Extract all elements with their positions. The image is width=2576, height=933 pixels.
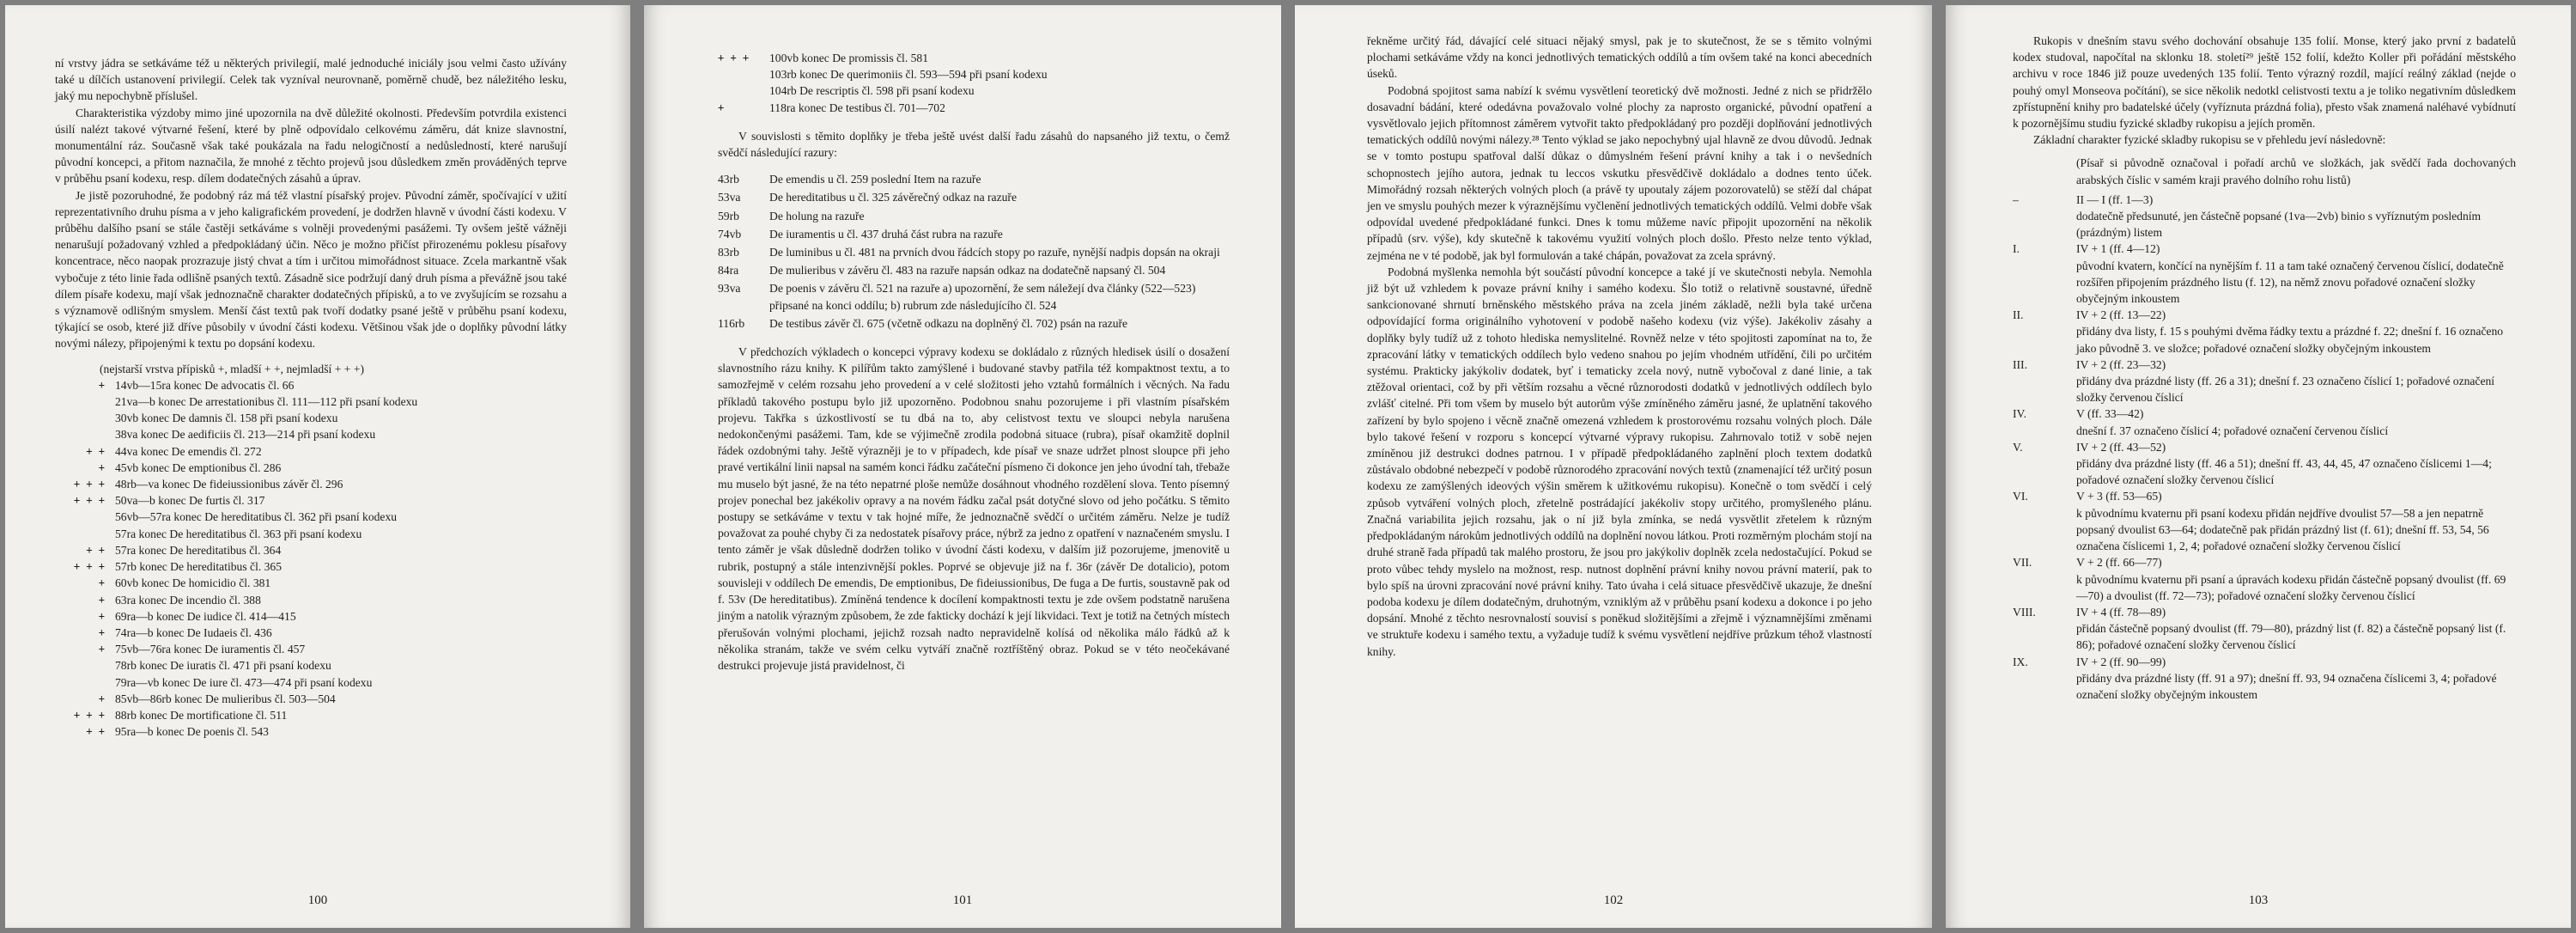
layer-mark: + — [98, 460, 105, 473]
erasure-entry — [718, 189, 1230, 205]
layer-mark: + + + — [73, 708, 105, 721]
list-item — [718, 66, 1230, 82]
folio-code: 84ra — [718, 264, 739, 277]
entry-text: De iuramentis u čl. 437 druhá část rubra na razuře — [769, 227, 1003, 241]
entry-text: De holung na razuře — [769, 209, 865, 223]
erasure-entry — [718, 171, 1230, 187]
list-text: 74ra—b konec De Iudaeis čl. 436 — [115, 625, 272, 639]
quire-description: přidán částečně popsaný dvoulist (ff. 79—80), prázdný list (f. 82) a částečně popsaný list (f. 86); pořadové označení složky červenou číslicí — [2076, 622, 2506, 652]
list-text: 88rb konec De mortificatione čl. 511 — [115, 708, 288, 722]
paragraph: Rukopis v dnešním stavu svého dochování obsahuje 135 folií. Monse, který jako první z badatelů kodex studoval, napočítal na sklonku 18. století²⁹ ještě 152 folií, kdežto Koller při pořádání městského archivu v roce 1846 již pouze uvedených 135 folií. Tento výrazný rozdíl, mající reálný základ (nejde o pouhý omyl Monseova počítání), se sice několik nedotkl celistvosti textu a je toliko negativním důsledkem zpřístupnění knihy pro badatelské účely (vyříznuta prázdná folia), přesto však znamená naléhavé vybídnutí k pozornějšímu studiu fyzické skladby rukopisu a jejích proměn. — [2013, 34, 2516, 131]
quire-note: (Písař si původně označoval i pořadí archů ve složkách, jak svědčí řada dochovaných arabských číslic v samém kraji pravého dolního rohu listů) — [2076, 156, 2516, 186]
page-100 — [5, 5, 630, 928]
list-item — [55, 558, 567, 575]
list-text: 104rb De rescriptis čl. 598 při psaní kodexu — [769, 84, 975, 98]
list-item — [55, 443, 567, 460]
folio-code: 59rb — [718, 209, 739, 223]
list-text: 38va konec De aedificiis čl. 213—214 při psaní kodexu — [115, 428, 376, 442]
layer-mark: + + — [86, 444, 105, 457]
quire-number: VIII. — [2013, 605, 2036, 619]
list-text: 57rb konec De hereditatibus čl. 365 — [115, 560, 283, 574]
list-item — [55, 691, 567, 707]
layer-mark — [55, 526, 115, 542]
list-item — [55, 410, 567, 426]
paragraph: řekněme určitý řád, dávající celé situaci nějaký smysl, pak je to skutečnost, že se s těmito volnými plochami setkáváme vždy na konci jednotlivých tematických oddílů a tím ovšem také na konci abecedních úseků. — [1367, 34, 1872, 81]
layer-mark — [55, 426, 115, 442]
quire-number: VII. — [2013, 556, 2032, 570]
quire-description: přidány dva prázdné listy (ff. 91 a 97); dnešní ff. 93, 94 označena číslicemi 3, 4; pořadové označení složky obyčejným inkoustem — [2076, 671, 2497, 701]
quire-number: V. — [2013, 440, 2023, 454]
list-text: 69ra—b konec De iudice čl. 414—415 — [115, 609, 296, 623]
list-item — [55, 575, 567, 591]
quire-description: dnešní f. 37 označeno číslicí 4; pořadové označení červenou číslicí — [2076, 424, 2389, 437]
list-item — [55, 476, 567, 492]
folio-code: 116rb — [718, 316, 745, 330]
erasure-entry — [718, 262, 1230, 278]
list-item — [718, 82, 1230, 99]
paragraph: V předchozích výkladech o koncepci výpravy kodexu se dokládalo z různých hledisek úsilí o dosažení slavnostního rázu knihy. K pilířům takto zamýšlené i budované stavby patřila též kompaktnost textu, a to samozřejmě v celém rozsahu jeho provedení a v celé složitosti jeho vztahů formálních i věcných. Na řadu příkladů takového postupu bylo již upozorněno. Podobnou snahu pozorujeme i při vlastním písařském projevu. Takřka s úzkostlivostí se tu dbá na to, aby celistvost textu ve sloupci nebyla narušena nedokončenými pasážemi. Tam, kde se výjimečně zrodila podobná situace (rubra), písař okamžitě doplnil řádek ozdobnými tahy. Ještě výrazněji je to v případech, kde písař ve snaze udržet plnost sloupce při jeho pravé vertikální linii napsal na samém konci řádku začáteční písmeno či dokonce jen jeho úvodní tah, třebaže mu muselo být jasné, že na této nepatrné ploše nemůže dosáhnout vhodného rozdělení slova. Tento písemný projev ponechal bez jakékoliv opravy a na novém řádku začal psát dotyčné slovo od jeho počátku. S těmito postupy se setkáváme v textu v tak hojné míře, že jednoznačně svědčí o určitém záměru. Nelze je tudíž považovat za pouhé chyby či za nedostatek písařovy práce, nýbrž za jedno z opatření v naznačeném smyslu. I tento záměr je však důsledně dodržen toliko v úvodní části kodexu, v dalším již pozorujeme, jmenovitě u rubrik, postupný a stále intenzivnější pokles. Poprvé se objevuje již na f. 36r (závěr De dotalicio), potom souvisleji v oddílech De emendis, De emptionibus, De fideiussionibus, De fuga a De furtis, soustavně pak od f. 53v (De hereditatibus). Zmíněná tendence k docílení kompaktnosti textu je zde ovšem podstatně narušena jiným a natolik výrazným způsobem, že zde fakticky dochází k její likvidaci. Text je totiž na četných místech přerušován volnými plochami, jejichž rozsah nadto nepravidelně kolísá od několika málo řádků až k několika stranám, takže ve svém celku vytváří značně roztříštěný obraz. Pokud se v této neočekávané destrukci projevuje jistá pravidelnost, či — [718, 345, 1230, 672]
entry-text: De testibus závěr čl. 675 (včetně odkazu na doplněný čl. 702) psán na razuře — [769, 316, 1128, 330]
paragraph: V souvislosti s těmito doplňky je třeba ještě uvést další řadu zásahů do napsaného již textu, o čemž svědčí následující razury: — [718, 129, 1230, 160]
list-text: 44va konec De emendis čl. 272 — [115, 444, 262, 458]
layer-mark — [55, 410, 115, 426]
list-text: 56vb—57ra konec De hereditatibus čl. 362 při psaní kodexu — [115, 510, 398, 524]
quire-number: III. — [2013, 357, 2027, 371]
layer-mark: + — [98, 625, 105, 638]
list-text: 45vb konec De emptionibus čl. 286 — [115, 460, 282, 474]
quire-description: k původnímu kvaternu při psaní kodexu přidán nejdříve dvoulist 57—58 a jen nepatrně popsaný dvoulist 63—64; dodatečně pak přidán prázdný list (f. 61); dnešní ff. 53, 54, 56 označena číslicemi 1, 2, 4; pořadové označení složky červenou číslicí — [2076, 506, 2489, 553]
list-item — [55, 723, 567, 740]
paragraph: Podobná spojitost sama nabízí k svému vysvětlení teoretický dvě možnosti. Jedné z nich se přidržělo dosavadní bádání, které odedávna považovalo volné plochy za naprosto organické, původní opatření a vysvětlovalo jejich přítomnost záměrem vytvořit takto předpokládaný pro později doplňování jednotlivých tematických oddílů novými nálezy.²⁸ Tento výklad se jako nepochybný ujal hlavně ze dvou důvodů. Jednak se v tomto postupu spatřoval další důkaz o důmyslném řešení právní knihy a tak i o nevšedních schopnostech jejího autora, jednak tu leccos vskutku přesvědčivě dokládalo a dodnes tento úček. Mimořádný rozsah některých volných ploch (a právě ty upoutaly zájem pozorovatelů) se stěží dal chápat jen ve smyslu pouhých mezer k výraznějšímu vyčlenění jednotlivých tematických oddílů. Velmi dobře však odpovídal uvedené předpokládané funkci. Dnes k tomu můžeme navíc připojit upozornění na několik případů (srv. výše), kdy skutečně k takovému využití volných ploch došlo. Přesto nelze tento výklad, zejména ne v té podobě, jak byl formulován a také chápán, považovat za zcela správný. — [1367, 83, 1872, 262]
quire-description: přidány dva listy, f. 15 s pouhými dvěma řádky textu a prázdné f. 22; dnešní f. 16 označeno jako původně 3. ve složce; pořadové označení složky obyčejným inkoustem — [2076, 325, 2504, 355]
layer-mark: + — [98, 378, 105, 391]
list-item — [55, 492, 567, 509]
page-number: 103 — [2248, 893, 2269, 907]
quire-description: přidány dva prázdné listy (ff. 26 a 31); dnešní f. 23 označeno číslicí 1; pořadové označení složky červenou číslicí — [2076, 375, 2495, 405]
list-item — [55, 526, 567, 542]
quire-description: původní kvatern, končící na nynějším f. 11 a tam také označený červenou číslicí, dodatečně rozšířen připojením prázdného listu (f. 12), na němž znovu pořadové označení složky obyčejným inkoustem — [2076, 259, 2504, 306]
list-item — [55, 460, 567, 476]
erasure-entry — [718, 315, 1230, 332]
quire-entry — [2013, 406, 2516, 438]
layer-mark: + + + — [73, 494, 105, 507]
quire-description: dodatečně předsunuté, jen částečně popsané (1va—2vb) binio s vyříznutým posledním (prázdným) listem — [2076, 210, 2482, 240]
quire-number: I. — [2013, 242, 2020, 256]
layer-mark: + + — [86, 725, 105, 738]
page-number: 102 — [1603, 893, 1624, 907]
layer-mark: + + — [86, 543, 105, 556]
list-text: 14vb—15ra konec De advocatis čl. 66 — [115, 378, 295, 392]
erasure-entry — [718, 280, 1230, 313]
list-text: 100vb konec De promissis čl. 581 — [769, 52, 929, 64]
list-text: 50va—b konec De furtis čl. 317 — [115, 494, 265, 508]
list-text: 63ra konec De incendio čl. 388 — [115, 593, 261, 607]
list-item — [55, 509, 567, 525]
layer-mark — [718, 66, 769, 82]
quire-formula: IV + 1 (ff. 4—12) — [2076, 242, 2160, 256]
list-item — [55, 674, 567, 691]
page-102 — [1295, 5, 1932, 928]
entry-text: De mulieribus v závěru čl. 483 na razuře napsán odkaz na dodatečně napsaný čl. 504 — [769, 264, 1166, 277]
list-item — [718, 100, 1230, 116]
layer-mark: + — [98, 576, 105, 589]
quire-number: – — [2013, 192, 2019, 206]
layer-mark — [55, 674, 115, 691]
list-text: 78rb konec De iuratis čl. 471 při psaní kodexu — [115, 659, 331, 673]
quire-description: přidány dva prázdné listy (ff. 46 a 51); dnešní ff. 43, 44, 45, 47 označeno číslicemi 1—4; pořadové označení složky červenou číslicí — [2076, 457, 2492, 487]
folio-code: 53va — [718, 191, 741, 204]
list-item — [55, 592, 567, 608]
addition-list — [55, 377, 567, 740]
list-text: 57ra konec De hereditatibus čl. 364 — [115, 543, 282, 557]
list-item — [55, 608, 567, 625]
quire-formula: IV + 2 (ff. 90—99) — [2076, 655, 2166, 668]
erasure-entry — [718, 208, 1230, 224]
quire-number: VI. — [2013, 490, 2028, 503]
layer-mark — [55, 393, 115, 410]
quire-formula: IV + 2 (ff. 13—22) — [2076, 308, 2166, 322]
list-item — [55, 426, 567, 442]
list-text: 48rb—va konec De fideiussionibus závěr čl. 296 — [115, 478, 343, 491]
quire-number: II. — [2013, 308, 2024, 322]
quire-number: IX. — [2013, 655, 2028, 668]
list-text: 118ra konec De testibus čl. 701—702 — [769, 101, 945, 114]
layer-mark — [55, 509, 115, 525]
quire-entry — [2013, 488, 2516, 554]
quire-formula: V (ff. 33—42) — [2076, 407, 2144, 421]
paragraph: Je jistě pozoruhodné, že podobný ráz má též vlastní písařský projev. Původní záměr, spočívající v užití reprezentativního druhu písma a v jeho kaligrafickém provedení, je dodržen hlavně v úvodní části kodexu. V průběhu dalšího psaní se stále častěji setkáváme s volněji provedenými pasážemi. Ty ovšem ještě vážněji nenarušují požadovaný vzhled a předpokládaný účin. Něco je možno přičíst přirozenému poklesu písařovy koncentrace, něco naopak prozrazuje jistý chvat a tím i určitou mimořádnost situace. Zcela markantně však vybočuje z této linie řada odlišně psaných textů. Zásadně sice podržují daný druh písma a převážně jsou také dílem písaře kodexu, mají však jednoznačně charakter dodatečných přípisků, a to ve zvyšujícím se rozsahu a s významově odlišným smyslem. Menší část textů pak tvoří dodatky psané ještě v průběhu psaní kodexu, týkající se osob, které již dříve působily v úvodní části kodexu. Většinou však jde o doplňky původní látky novými nálezy, připojenými k textu po dopsání kodexu. — [55, 188, 567, 351]
erasure-entry — [718, 244, 1230, 260]
quire-entry — [2013, 654, 2516, 704]
list-item — [55, 393, 567, 410]
page-number: 101 — [952, 893, 973, 907]
list-text: 57ra konec De hereditatibus čl. 363 při psaní kodexu — [115, 527, 362, 540]
paragraph: Charakteristika výzdoby mimo jiné upozornila na dvě důležité okolnosti. Především potvrdila existenci úsilí nalézt takové výtvarné řešení, které by plně odpovídalo celkovému záměru, dát knize slavnostní, monumentální ráz. Současně však také poukázala na řadu nelogičností a nedůsledností, které narušují původní koncepci, a přitom naznačila, že mnohé z těchto projevů jsou důsledkem změn prováděných teprve v průběhu psaní kodexu, resp. dílem dodatečných zásahů a úprav. — [55, 106, 567, 186]
paragraph: Základní charakter fyzické skladby rukopisu se v přehledu jeví následovně: — [2033, 133, 2386, 147]
list-text: 30vb konec De damnis čl. 158 při psaní kodexu — [115, 412, 338, 425]
list-item — [55, 657, 567, 674]
layer-legend: (nejstarší vrstva přípisků +, mladší + +, nejmladší + + +) — [100, 362, 365, 375]
quire-entry — [2013, 241, 2516, 307]
entry-text: De emendis u čl. 259 poslední Item na razuře — [769, 173, 981, 186]
list-text: 60vb konec De homicidio čl. 381 — [115, 576, 271, 590]
layer-mark: + — [98, 593, 105, 606]
list-item — [55, 542, 567, 558]
list-text: 103rb konec De querimoniis čl. 593—594 při psaní kodexu — [769, 68, 1048, 82]
quire-entry — [2013, 192, 2516, 241]
list-item — [55, 625, 567, 641]
quire-formula: V + 2 (ff. 66—77) — [2076, 556, 2162, 570]
quire-entry — [2013, 604, 2516, 654]
list-item — [55, 377, 567, 393]
quire-entry — [2013, 307, 2516, 357]
layer-mark: + + + — [718, 52, 750, 64]
erasure-entry — [718, 226, 1230, 242]
list-text: 21va—b konec De arrestationibus čl. 111—112 při psaní kodexu — [115, 395, 418, 409]
entry-text: De luminibus u čl. 481 na prvních dvou řádcích stopy po razuře, nynější nadpis dopsán na okraji — [769, 246, 1220, 259]
folio-code: 43rb — [718, 173, 739, 186]
list-item — [55, 641, 567, 657]
list-item — [718, 50, 1230, 66]
quire-entry — [2013, 439, 2516, 489]
list-text: 95ra—b konec De poenis čl. 543 — [115, 725, 269, 739]
list-item — [55, 707, 567, 723]
folio-code: 74vb — [718, 227, 742, 241]
paragraph: ní vrstvy jádra se setkáváme též u některých privilegií, malé jednoduché iniciály jsou velmi často užívány také u dílčích ustanovení privilegií. Celek tak vyzníval neurovnaně, poměrně chudě, bez náležitého lesku, jaký mu nepochybně příslušel. — [55, 57, 567, 103]
layer-mark: + — [98, 643, 105, 656]
entry-text: De poenis v závěru čl. 521 na razuře a) upozornění, že sem náležejí dva články (522—523) připsané na konci oddílu; b) rubrum zde následujícího čl. 524 — [769, 282, 1196, 312]
list-text: 75vb—76ra konec De iuramentis čl. 457 — [115, 643, 306, 656]
addition-list — [718, 50, 1230, 116]
quire-description: k původnímu kvaternu při psaní a úpravách kodexu přidán částečně popsaný dvoulist (ff. 69—70) a dvoulist (ff. 72—73); pořadové označení složky červenou číslicí — [2076, 572, 2506, 602]
folio-code: 93va — [718, 282, 741, 296]
entry-text: De hereditatibus u čl. 325 závěrečný odkaz na razuře — [769, 191, 1017, 204]
quire-formula: IV + 4 (ff. 78—89) — [2076, 605, 2166, 619]
quire-entry — [2013, 357, 2516, 406]
paragraph: Podobná myšlenka nemohla být součástí původní koncepce a také jí ve skutečnosti nebyla. Nemohla již být už vzhledem k povaze právní knihy i samého kodexu. Šlo totiž o relativně soustavné, úředně sankcionované shrnutí brněnského městského práva na zcela jiném základě, nežli byla také určena odpovídající forma originálního vyhotovení v podobě našeho kodexu (viz výše). Jakékoliv zásahy a doplňky byly tudíž už z tohoto hlediska nemyslitelné. Rovněž nelze v této spojitosti zapomínat na to, že zpracování látky v tematických oddílech bylo vedeno snahou po jejím vhodném utřídění, čili po určitém systému. Prakticky jakýkoliv dodatek, byť i tematicky zcela nový, nutně vybočoval z dané linie, a tak ztěžoval orientaci, což by při větším rozsahu a věcné různorodosti dodatků v jednotlivých oddílech bylo zvlášť citelné. Při tom všem by muselo být autorům výše zmíněného záměru jasné, že uplatnění takového zařízení by bylo spojeno i věcně značně omezená vzhledem k prostorovému rozsahu volných ploch. Dále bylo takové řešení v rozporu s koncepcí výtvarné výpravy rukopisu. Zahrnovalo totiž v sobě nejen zmíněnou již destrukci dodnes patrnou. I v případě předpokládaného zaplnění ploch textem dodatků zůstávalo obdobné nebezpečí v podobě různorodého zpracování nových textů (znamenající též určitý posun kodexu ze zamýšlených ideových výšin směrem k užitkovému rukopisu). Konečně o tom svědčí i celý způsob vytváření volných ploch, zřetelně postrádající jakékoliv stopy určitého, promyšleného plánu. Značná variabilita jejich rozsahu, jak o ní již byla zmínka, se nedá vysvětlit zřetelem k různým předpokládaným nárokům jednotlivých oddílů na doplnění novou látkou. Proti rozměrným plochám stojí na druhé straně řada případů tak malého prostoru, že jsou pro jakýkoliv doplněk zcela nedostačující. Pokud se proto vůbec tehdy myslelo na možnost, resp. nutnost doplnění právní knihy novou právní materií, pak to bylo spíš na úrovni zpracování nové právní knihy. Tato úvaha i celá situace přesvědčivě ukazuje, že dnešní podoba kodexu je dílem dodatečným, druhotným, vzniklým až v průběhu psaní kodexu a dokonce i po jeho dopsání. Mnohé z těchto nesrovnalostí souvisí s poněkud složitějšími a zřejmě i významnějšími změnami ve struktuře kodexu i samého textu, a vyžaduje tudíž k svému vysvětlení nejdříve průzkum téhož vlastností knihy. — [1367, 265, 1872, 658]
layer-mark — [718, 82, 769, 99]
page-103 — [1946, 5, 2571, 928]
layer-mark — [55, 657, 115, 674]
page-number: 100 — [307, 893, 328, 907]
quire-list — [2013, 192, 2516, 703]
quire-formula: IV + 2 (ff. 23—32) — [2076, 357, 2166, 371]
quire-formula: V + 3 (ff. 53—65) — [2076, 490, 2162, 503]
layer-mark: + — [98, 609, 105, 622]
page-101 — [644, 5, 1281, 928]
quire-formula: IV + 2 (ff. 43—52) — [2076, 440, 2166, 454]
folio-code: 83rb — [718, 246, 739, 259]
quire-number: IV. — [2013, 407, 2026, 421]
list-text: 85vb—86rb konec De mulieribus čl. 503—504 — [115, 692, 336, 705]
layer-mark: + + + — [73, 560, 105, 573]
quire-entry — [2013, 554, 2516, 604]
layer-mark: + — [718, 101, 725, 113]
quire-formula: II — I (ff. 1—3) — [2076, 192, 2154, 206]
erasure-list — [718, 171, 1230, 332]
layer-mark: + — [98, 692, 105, 704]
layer-mark: + + + — [73, 478, 105, 491]
list-text: 79ra—vb konec De iure čl. 473—474 při psaní kodexu — [115, 675, 373, 689]
